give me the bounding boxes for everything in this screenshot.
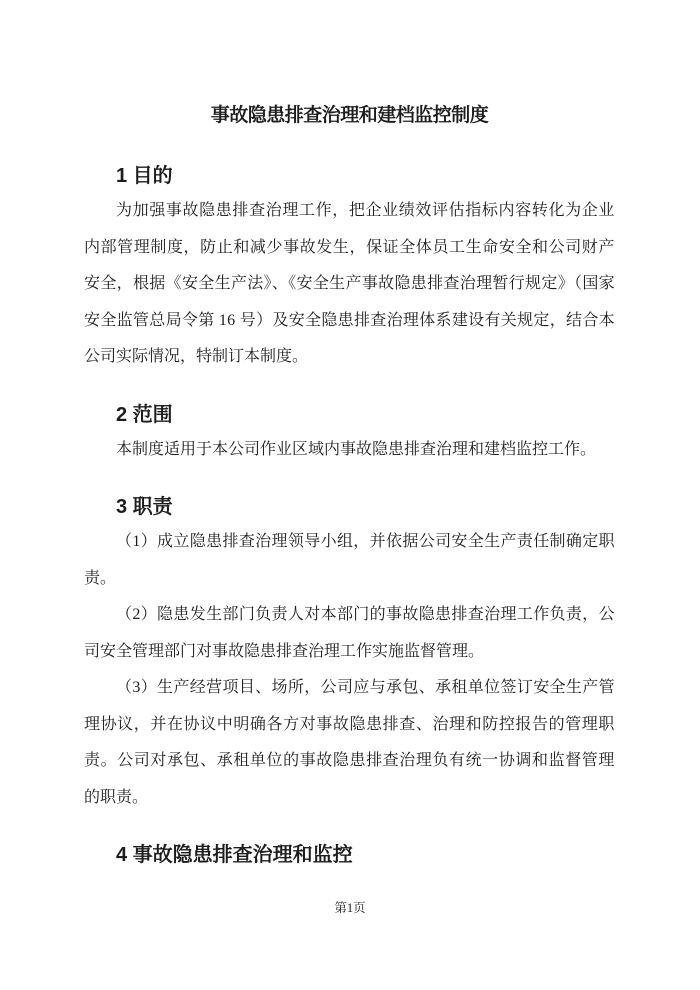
- text-line: [84, 743, 615, 780]
- text-line-content: 公司实际情况，特制订本制度。: [84, 348, 309, 365]
- document-title: 事故隐患排查治理和建档监控制度: [210, 105, 489, 126]
- text-line: [84, 524, 615, 561]
- text-line: [84, 561, 615, 598]
- text-line-content: 为加强事故隐患排查治理工作，把企业绩效评估指标内容转化为企业: [116, 202, 615, 219]
- text-line: [84, 339, 615, 376]
- paragraph: [84, 432, 615, 469]
- text-line: [84, 303, 615, 340]
- text-line: [84, 432, 615, 469]
- text-line: [84, 266, 615, 303]
- section: [84, 841, 615, 869]
- document-body: [84, 162, 615, 869]
- text-line: [84, 634, 615, 671]
- text-line: [84, 230, 615, 267]
- text-line-content: 内部管理制度，防止和减少事故发生，保证全体员工生命安全和公司财产: [84, 238, 615, 256]
- text-line-content: 的职责。: [84, 788, 149, 806]
- text-line-content: 责。: [84, 569, 117, 587]
- text-line: [84, 780, 615, 817]
- section: [84, 162, 615, 376]
- page-number: 第1页: [334, 901, 366, 915]
- text-line: [84, 670, 615, 707]
- text-line-content: 安全，根据《安全生产法》、《安全生产事故隐患排查治理暂行规定》（国家: [84, 275, 615, 292]
- text-line-content: （2）隐患发生部门负责人对本部门的事故隐患排查治理工作负责，公: [116, 606, 615, 623]
- text-line-content: （1）成立隐患排查治理领导小组，并依据公司安全生产责任制确定职: [116, 533, 615, 550]
- text-line-content: 责。公司对承包、承租单位的事故隐患排查治理负有统一协调和监督管理: [84, 752, 615, 769]
- text-line-content: 安全监管总局令第 16 号）及安全隐患排查治理体系建设有关规定，结合本: [84, 311, 615, 329]
- section: [84, 401, 615, 469]
- text-line-content: 理协议，并在协议中明确各方对事故隐患排查、治理和防控报告的管理职: [84, 715, 615, 733]
- text-line-content: （3）生产经营项目、场所，公司应与承包、承租单位签订安全生产管: [116, 679, 615, 696]
- text-line: [84, 597, 615, 634]
- text-line-content: 本制度适用于本公司作业区域内事故隐患排查治理和建档监控工作。: [116, 440, 597, 458]
- paragraph: [84, 670, 615, 816]
- paragraph: [84, 597, 615, 670]
- text-line: [84, 707, 615, 744]
- section-heading: 2 范围: [116, 403, 173, 426]
- text-line-content: 司安全管理部门对事故隐患排查治理工作实施监督管理。: [84, 642, 485, 660]
- paragraph: [84, 524, 615, 597]
- paragraph: [84, 193, 615, 376]
- section-heading: 3 职责: [116, 496, 173, 518]
- text-line: [84, 193, 615, 230]
- section-heading: 1 目的: [116, 165, 173, 187]
- section-heading: 4 事故隐患排查治理和监控: [116, 844, 353, 866]
- section: [84, 493, 615, 816]
- page-footer: [0, 900, 700, 916]
